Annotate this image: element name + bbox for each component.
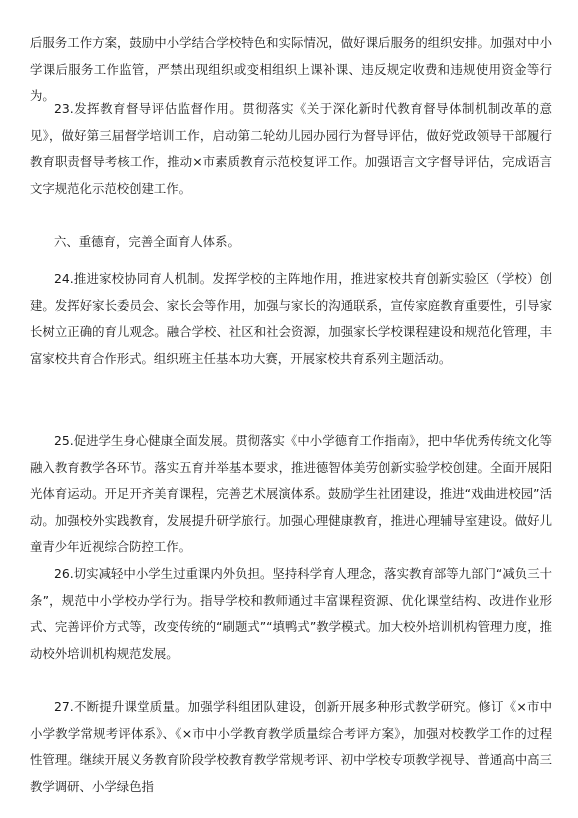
paragraph-item-26: 26.切实减轻中小学生过重课内外负担。坚持科学育人理念，落实教育部等九部门“减负三十条”，规范中小学校办学行为。指导学校和教师通过丰富课程资源、优化课堂结构、改进作业形式、完善评价方式等，改变传统的“刷题式”“填鸭式”教学模式。加大校外培训机构管理力度，推动校外培训机构规范发展。 [30,566,552,661]
paragraph-item-23: 23.发挥教育督导评估监督作用。贯彻落实《关于深化新时代教育督导体制机制改革的意见》，做好第三届督学培训工作，启动第二轮幼儿园办园行为督导评估，做好党政领导干部履行教育职责督导考核工作，推动×市素质教育示范校复评工作。加强语言文字督导评估，完成语言文字规范化示范校创建工作。 [30,101,552,196]
paragraph-item-25: 25.促进学生身心健康全面发展。贯彻落实《中小学德育工作指南》，把中华优秀传统文化等融入教育教学各环节。落实五育并举基本要求，推进德智体美劳创新实验学校创建。全面开展阳光体育运动。开足开齐美育课程，完善艺术展演体系。鼓励学生社团建设，推进“戏曲进校园”活动。加强校外实践教育，发展提升研学旅行。加强心理健康教育，推进心理辅导室建设。做好儿童青少年近视综合防控工作。 [30,433,552,554]
paragraph-after-school-service: 后服务工作方案，鼓励中小学结合学校特色和实际情况，做好课后服务的组织安排。加强对中小学课后服务工作监管，严禁出现组织或变相组织上课补课、违反规定收费和违规使用资金等行为。 [30,35,552,103]
paragraph-item-27: 27.不断提升课堂质量。加强学科组团队建设，创新开展多种形式教学研究。修订《×市中小学教学常规考评体系》、《×市中小学教育教学质量综合考评方案》，加强对校教学工作的过程性管理。继续开展义务教育阶段学校教育教学常规考评、初中学校专项教学视导、普通高中高三教学调研、小学绿色指 [30,699,552,794]
paragraph-item-24: 24.推进家校协同育人机制。发挥学校的主阵地作用，推进家校共育创新实验区（学校）创建。发挥好家长委员会、家长会等作用，加强与家长的沟通联系，宣传家庭教育重要性，引导家长树立正确的育儿观念。融合学校、社区和社会资源，加强家长学校课程建设和规范化管理，丰富家校共育合作形式。组织班主任基本功大赛，开展家校共育系列主题活动。 [30,271,552,366]
section-heading-moral-education: 六、重德育，完善全面育人体系。 [54,234,240,249]
